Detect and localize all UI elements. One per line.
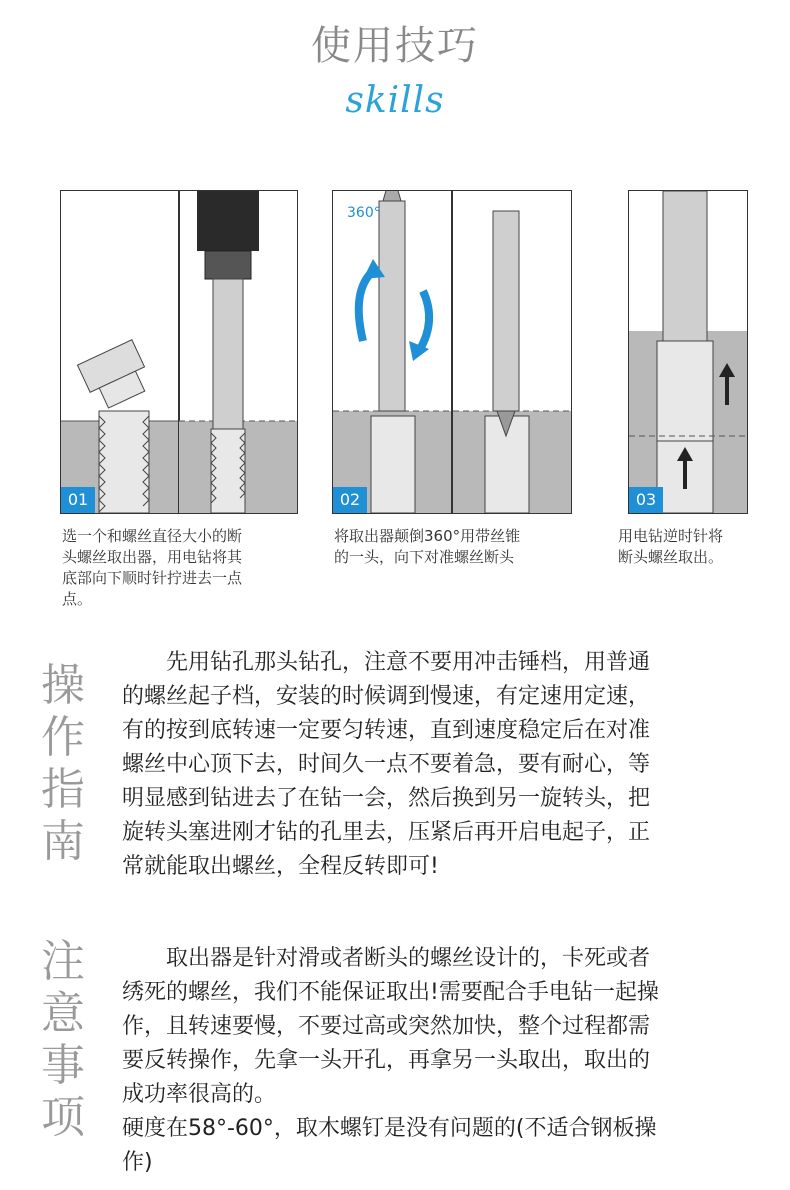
step-02-number-badge: 02 <box>333 487 367 513</box>
operation-guide-text: 先用钻孔那头钻孔，注意不要用冲击锤档，用普通 的螺丝起子档，安装的时候调到慢速，有定速用定速， 有的按到底转速一定要匀转速，直到速度稳定后在对准 螺丝中心顶下去，时间久一点不要着急，要有耐心，等 明显感到钻进去了在钻一会，然后换到另一旋转头，把 旋转头塞进刚才钻的孔里去，压紧后再开启电起子，正 常就能取出螺丝，全程反转即可! <box>122 650 651 879</box>
step-02-caption: 将取出器颠倒360°用带丝锥 的一头，向下对准螺丝断头 <box>334 527 521 566</box>
step-01-illustration <box>60 190 298 514</box>
notes-text: 取出器是针对滑或者断头的螺丝设计的，卡死或者 绣死的螺丝，我们不能保证取出!需要配合手电钻一起操 作，且转速要慢，不要过高或突然加快，整个过程都需 要反转操作，先拿一头开孔，再拿另一头取出，取出的 成功率很高的。 硬度在58°-60°，取木螺钉是没有问题的(不适合钢板操 作) <box>122 946 659 1175</box>
step-01-caption: 选一个和螺丝直径大小的断 头螺丝取出器，用电钻将其 底部向下顺时针拧进去一点 点。 <box>62 527 243 608</box>
page-subtitle: skills <box>345 80 445 121</box>
page-title: 使用技巧 <box>311 23 479 69</box>
step-02-illustration <box>332 190 572 514</box>
step-03-number-badge: 03 <box>629 487 663 513</box>
notes-title: 注 意 事 项 <box>41 936 85 1143</box>
step-01-number-badge: 01 <box>61 487 95 513</box>
step-03-illustration <box>628 190 748 514</box>
step-03-caption: 用电钻逆时针将 断头螺丝取出。 <box>618 527 724 566</box>
angle-label: 360° <box>347 205 381 221</box>
operation-guide-title: 操 作 指 南 <box>41 660 85 867</box>
